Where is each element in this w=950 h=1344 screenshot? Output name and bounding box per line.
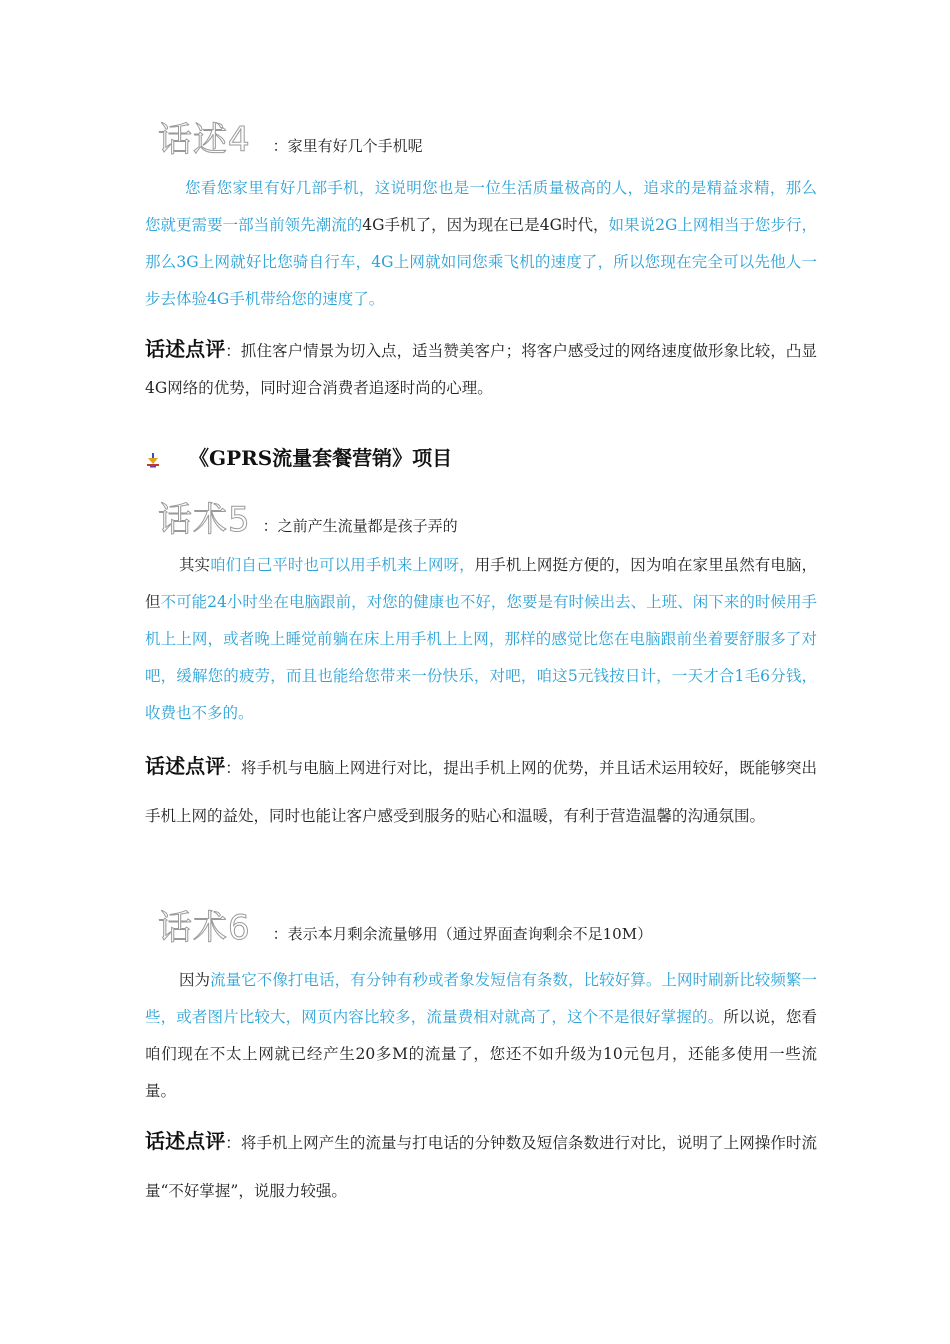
- script-6-paragraph: [145, 962, 817, 1110]
- comment-tag: 话述点评: [145, 754, 226, 778]
- script-6-text-2: 流量它不像打电话，有分钟有秒或者象发短信有条数，比较好算。上网时刷新比较频繁一些，或者图片比较大，网页内容比较多，流量费相对就高了，这个不是很好掌握的。: [145, 971, 817, 1026]
- script-6-text-3: 所以说，您看咱们现在不太上网就已经产生20多M的流量了，您还不如升级为10元包月，还能多使用一些流量。: [145, 1008, 817, 1100]
- script-5-heading: ：之前产生流量都是孩子弄的: [262, 517, 458, 535]
- script-4-title: 话述4: [158, 120, 251, 160]
- comment-tag: 话述点评: [145, 337, 226, 361]
- section-title: 《GPRS流量套餐营销》项目: [189, 446, 453, 470]
- bullet-icon: [145, 449, 161, 465]
- section-heading: [145, 442, 452, 471]
- script-4-header: [158, 112, 423, 161]
- script-4-text-1: 您看您家里有好几部手机，这说明您也是一位生活质量极高的人，追求的是精益求精，那么您就更需要一部当前领先潮流的: [145, 179, 817, 234]
- script-5-text-1: 其实: [179, 556, 211, 574]
- script-5-title: 话术5: [158, 500, 251, 540]
- script-5-paragraph: [145, 547, 817, 732]
- script-5-text-3: 用手机上网挺方便的，因为咱在家里虽然有电脑，但: [145, 556, 817, 611]
- comment-text: ：将手机与电脑上网进行对比，提出手机上网的优势，并且话术运用较好，既能够突出手机上网的益处，同时也能让客户感受到服务的贴心和温暖，有利于营造温馨的沟通氛围。: [145, 759, 817, 825]
- script-5-comment: [145, 742, 817, 840]
- script-6-heading: ：表示本月剩余流量够用（通过界面查询剩余不足10M）: [272, 925, 653, 943]
- comment-text: ：抓住客户情景为切入点，适当赞美客户；将客户感受过的网络速度做形象比较，凸显4G网络的优势，同时迎合消费者追逐时尚的心理。: [145, 342, 817, 397]
- script-4-heading: ：家里有好几个手机呢: [272, 137, 423, 155]
- comment-text: ：将手机上网产生的流量与打电话的分钟数及短信条数进行对比，说明了上网操作时流量“不好掌握”，说服力较强。: [145, 1134, 817, 1200]
- comment-tag: 话述点评: [145, 1129, 226, 1153]
- script-6-comment: [145, 1117, 817, 1215]
- script-4-text-2: 4G手机了，因为现在已是4G时代，: [362, 216, 609, 234]
- script-6-title: 话术6: [158, 908, 251, 948]
- script-5-text-2: 咱们自己平时也可以用手机来上网呀，: [210, 556, 475, 574]
- script-5-text-4: 不可能24小时坐在电脑跟前，对您的健康也不好，您要是有时候出去、上班、闲下来的时候用手机上上网，或者晚上睡觉前躺在床上用手机上上网，那样的感觉比您在电脑跟前坐着要舒服多了对吧，缓解您的疲劳，而且也能给您带来一份快乐，对吧，咱这5元钱按日计，一天才合1毛6分钱，收费也不多的。: [145, 593, 817, 722]
- script-4-comment: [145, 331, 817, 407]
- script-6-text-1: 因为: [179, 971, 211, 989]
- script-4-paragraph: [145, 170, 817, 318]
- script-6-header: [158, 900, 652, 949]
- script-4-text-3: 如果说2G上网相当于您步行，那么3G上网就好比您骑自行车，4G上网就如同您乘飞机的速度了，所以您现在完全可以先他人一步去体验4G手机带给您的速度了。: [145, 216, 817, 308]
- script-5-header: [158, 492, 458, 541]
